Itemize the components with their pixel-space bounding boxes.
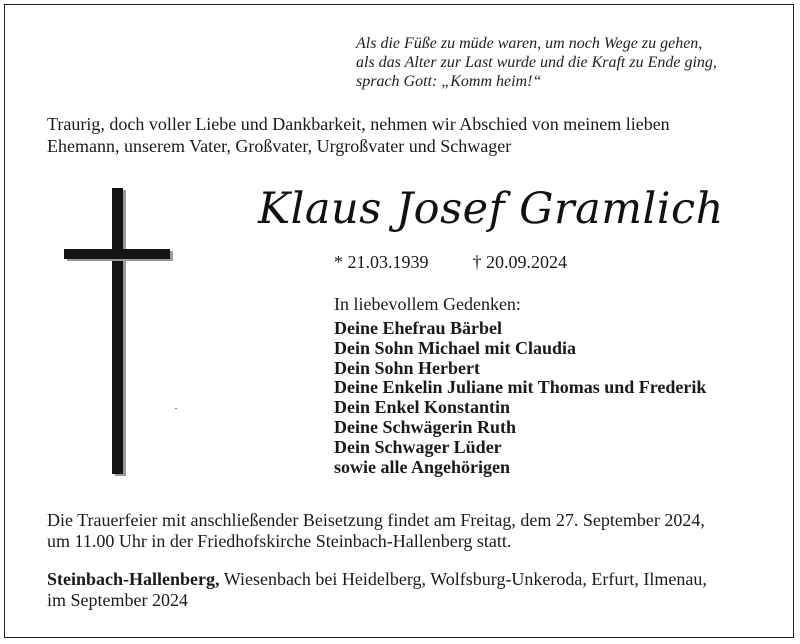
- mourner-item: Dein Sohn Herbert: [334, 357, 480, 378]
- print-speck: [175, 408, 177, 409]
- motto-poem: [356, 34, 786, 91]
- mourner-item: Dein Enkel Konstantin: [334, 397, 511, 418]
- mourner-item: Dein Sohn Michael mit Claudia: [334, 337, 577, 358]
- main-place: Steinbach-Hallenberg,: [47, 569, 220, 589]
- cross-icon: [64, 188, 176, 476]
- motto-line: Als die Füße zu müde waren, um noch Wege zu gehen,: [356, 35, 703, 52]
- life-dates: [334, 251, 567, 273]
- mourner-item: Deine Schwägerin Ruth: [334, 416, 517, 437]
- mourner-item: Dein Schwager Lüder: [334, 436, 502, 457]
- mourner-item: Deine Enkelin Juliane mit Thomas und Frederik: [334, 377, 707, 398]
- closing-date: im September 2024: [47, 590, 188, 610]
- intro-line: Ehemann, unserem Vater, Großvater, Urgroßvater und Schwager: [47, 136, 512, 156]
- intro-text: [47, 113, 777, 157]
- mourners-list: [334, 319, 784, 477]
- memorial-heading: In liebevollem Gedenken:: [334, 294, 521, 314]
- closing-places: [47, 569, 787, 611]
- ceremony-info: [47, 510, 777, 552]
- intro-line: Traurig, doch voller Liebe und Dankbarkeit, nehmen wir Abschied von meinem lieben: [47, 114, 670, 134]
- mourner-item: Deine Ehefrau Bärbel: [334, 318, 502, 338]
- deceased-name: Klaus Josef Gramlich: [258, 184, 724, 234]
- other-places: Wiesenbach bei Heidelberg, Wolfsburg-Unkeroda, Erfurt, Ilmenau,: [219, 569, 707, 589]
- ceremony-line: um 11.00 Uhr in der Friedhofskirche Steinbach-Hallenberg statt.: [47, 531, 512, 551]
- places-line: [47, 569, 787, 590]
- death-date: † 20.09.2024: [472, 252, 567, 272]
- birth-date: * 21.03.1939: [334, 252, 429, 272]
- motto-line: sprach Gott: „Komm heim!“: [356, 73, 542, 90]
- mourner-item: sowie alle Angehörigen: [334, 456, 510, 477]
- motto-line: als das Alter zur Last wurde und die Kraft zu Ende ging,: [356, 54, 717, 71]
- cross-vertical-beam: [112, 188, 123, 474]
- ceremony-line: Die Trauerfeier mit anschließender Beisetzung findet am Freitag, dem 27. September 2024,: [47, 510, 705, 530]
- cross-horizontal-beam: [64, 249, 170, 259]
